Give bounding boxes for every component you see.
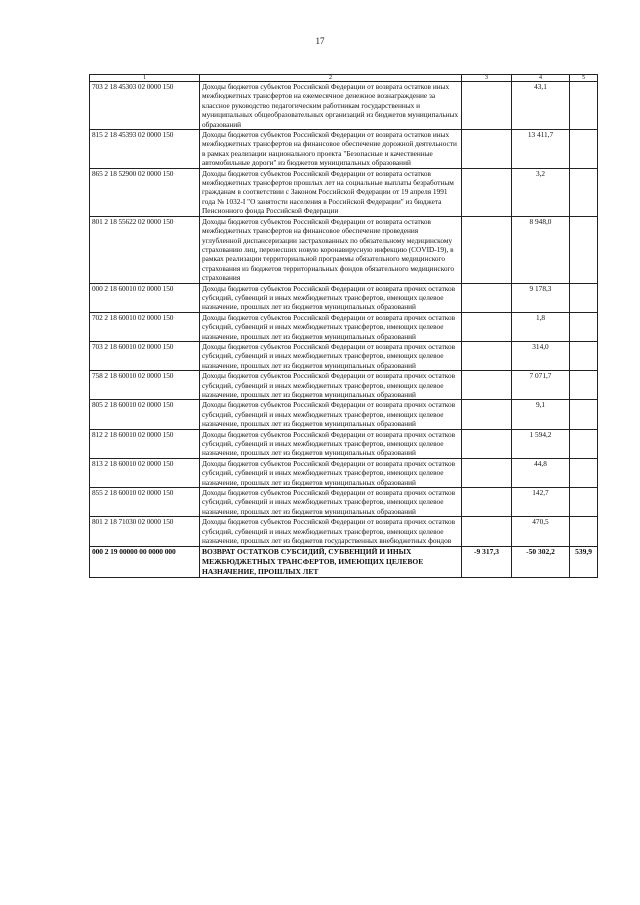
row-description: Доходы бюджетов субъектов Российской Федерации от возврата остатков иных межбюджетных трансфертов на финансовое обеспечение дорожной деятельности в рамках реализации национального проекта "Безопасные и качественные автомобильные дороги" из бюджетов муниципальных образований bbox=[200, 130, 462, 169]
value-col5 bbox=[570, 82, 598, 130]
value-col3 bbox=[462, 130, 512, 169]
value-col3 bbox=[462, 429, 512, 458]
value-col5 bbox=[570, 517, 598, 546]
value-col4: 7 071,7 bbox=[512, 371, 570, 400]
table-row bbox=[90, 458, 598, 487]
row-description: Доходы бюджетов субъектов Российской Федерации от возврата остатков межбюджетных трансфертов на финансовое обеспечение проведения углубленной диспансеризации застрахованных по обязательному медицинскому страхованию лиц, перенесших новую коронавирусную инфекцию (COVID-19), в рамках реализации территориальной программы обязательного медицинского страхования из бюджетов территориальных фондов обязательного медицинского страхования bbox=[200, 216, 462, 283]
row-description: Доходы бюджетов субъектов Российской Федерации от возврата прочих остатков субсидий, субвенций и иных межбюджетных трансфертов, имеющих целевое назначение, прошлых лет из бюджетов муниципальных образований bbox=[200, 371, 462, 400]
value-col5 bbox=[570, 371, 598, 400]
classification-code: 865 2 18 52900 02 0000 150 bbox=[90, 168, 200, 216]
table-row bbox=[90, 130, 598, 169]
row-description: Доходы бюджетов субъектов Российской Федерации от возврата прочих остатков субсидий, субвенций и иных межбюджетных трансфертов, имеющих целевое назначение, прошлых лет из бюджетов государственных внебюджетных фондов bbox=[200, 517, 462, 546]
classification-code: 758 2 18 60010 02 0000 150 bbox=[90, 371, 200, 400]
value-col5 bbox=[570, 312, 598, 341]
page-number: 17 bbox=[315, 36, 325, 46]
value-col3 bbox=[462, 400, 512, 429]
value-col5 bbox=[570, 488, 598, 517]
value-col3 bbox=[462, 283, 512, 312]
classification-code: 000 2 18 60010 02 0000 150 bbox=[90, 283, 200, 312]
table-row bbox=[90, 82, 598, 130]
value-col3 bbox=[462, 458, 512, 487]
value-col3 bbox=[462, 312, 512, 341]
value-col4: 142,7 bbox=[512, 488, 570, 517]
table-row bbox=[90, 283, 598, 312]
value-col5 bbox=[570, 341, 598, 370]
value-col4: 9 178,3 bbox=[512, 283, 570, 312]
total-value-col3: -9 317,3 bbox=[462, 546, 512, 577]
total-row bbox=[90, 546, 598, 577]
table-row bbox=[90, 429, 598, 458]
value-col4: 8 948,0 bbox=[512, 216, 570, 283]
row-description: Доходы бюджетов субъектов Российской Федерации от возврата прочих остатков субсидий, субвенций и иных межбюджетных трансфертов, имеющих целевое назначение, прошлых лет из бюджетов муниципальных образований bbox=[200, 283, 462, 312]
table-header bbox=[90, 75, 598, 82]
classification-code: 815 2 18 45393 02 0000 150 bbox=[90, 130, 200, 169]
value-col4: 44,8 bbox=[512, 458, 570, 487]
table-row bbox=[90, 400, 598, 429]
column-number-2: 2 bbox=[200, 75, 462, 82]
value-col5 bbox=[570, 400, 598, 429]
table-row bbox=[90, 341, 598, 370]
classification-code: 801 2 18 71030 02 0000 150 bbox=[90, 517, 200, 546]
value-col4: 13 411,7 bbox=[512, 130, 570, 169]
value-col5 bbox=[570, 458, 598, 487]
row-description: Доходы бюджетов субъектов Российской Федерации от возврата прочих остатков субсидий, субвенций и иных межбюджетных трансфертов, имеющих целевое назначение, прошлых лет из бюджетов муниципальных образований bbox=[200, 312, 462, 341]
value-col3 bbox=[462, 517, 512, 546]
row-description: Доходы бюджетов субъектов Российской Федерации от возврата прочих остатков субсидий, субвенций и иных межбюджетных трансфертов, имеющих целевое назначение, прошлых лет из бюджетов муниципальных образований bbox=[200, 488, 462, 517]
column-number-4: 4 bbox=[512, 75, 570, 82]
table-row bbox=[90, 312, 598, 341]
total-value-col4: -50 302,2 bbox=[512, 546, 570, 577]
value-col4: 9,1 bbox=[512, 400, 570, 429]
table-row bbox=[90, 168, 598, 216]
row-description: Доходы бюджетов субъектов Российской Федерации от возврата прочих остатков субсидий, субвенций и иных межбюджетных трансфертов, имеющих целевое назначение, прошлых лет из бюджетов муниципальных образований bbox=[200, 458, 462, 487]
classification-code: 703 2 18 45303 02 0000 150 bbox=[90, 82, 200, 130]
table-row bbox=[90, 488, 598, 517]
value-col3 bbox=[462, 371, 512, 400]
table-row bbox=[90, 216, 598, 283]
total-classification-code: 000 2 19 00000 00 0000 000 bbox=[90, 546, 200, 577]
budget-table bbox=[89, 74, 598, 578]
value-col3 bbox=[462, 488, 512, 517]
classification-code: 805 2 18 60010 02 0000 150 bbox=[90, 400, 200, 429]
row-description: Доходы бюджетов субъектов Российской Федерации от возврата прочих остатков субсидий, субвенций и иных межбюджетных трансфертов, имеющих целевое назначение, прошлых лет из бюджетов муниципальных образований bbox=[200, 429, 462, 458]
value-col5 bbox=[570, 216, 598, 283]
value-col5 bbox=[570, 130, 598, 169]
column-number-5: 5 bbox=[570, 75, 598, 82]
value-col5 bbox=[570, 429, 598, 458]
value-col3 bbox=[462, 168, 512, 216]
row-description: Доходы бюджетов субъектов Российской Федерации от возврата остатков иных межбюджетных трансфертов на ежемесячное денежное вознаграждение за классное руководство педагогическим работникам государственных и муниципальных общеобразовательных организаций из бюджетов муниципальных образований bbox=[200, 82, 462, 130]
value-col4: 1 594,2 bbox=[512, 429, 570, 458]
value-col4: 314,0 bbox=[512, 341, 570, 370]
column-number-1: 1 bbox=[90, 75, 200, 82]
value-col4: 3,2 bbox=[512, 168, 570, 216]
table-row bbox=[90, 517, 598, 546]
classification-code: 855 2 18 60010 02 0000 150 bbox=[90, 488, 200, 517]
row-description: Доходы бюджетов субъектов Российской Федерации от возврата остатков межбюджетных трансфертов прошлых лет на социальные выплаты безработным гражданам в соответствии с Законом Российской Федерации от 19 апреля 1991 года № 1032-I "О занятости населения в Российской Федерации" из бюджета Пенсионного фонда Российской Федерации bbox=[200, 168, 462, 216]
table-row bbox=[90, 371, 598, 400]
row-description: Доходы бюджетов субъектов Российской Федерации от возврата прочих остатков субсидий, субвенций и иных межбюджетных трансфертов, имеющих целевое назначение, прошлых лет из бюджетов муниципальных образований bbox=[200, 341, 462, 370]
value-col5 bbox=[570, 283, 598, 312]
total-description: ВОЗВРАТ ОСТАТКОВ СУБСИДИЙ, СУБВЕНЦИЙ И ИНЫХ МЕЖБЮДЖЕТНЫХ ТРАНСФЕРТОВ, ИМЕЮЩИХ ЦЕЛЕВОЕ НАЗНАЧЕНИЕ, ПРОШЛЫХ ЛЕТ bbox=[200, 546, 462, 577]
classification-code: 801 2 18 55622 02 0000 150 bbox=[90, 216, 200, 283]
value-col3 bbox=[462, 341, 512, 370]
value-col4: 470,5 bbox=[512, 517, 570, 546]
value-col3 bbox=[462, 82, 512, 130]
total-value-col5: 539,9 bbox=[570, 546, 598, 577]
value-col3 bbox=[462, 216, 512, 283]
value-col4: 1,8 bbox=[512, 312, 570, 341]
value-col4: 43,1 bbox=[512, 82, 570, 130]
classification-code: 812 2 18 60010 02 0000 150 bbox=[90, 429, 200, 458]
classification-code: 703 2 18 60010 02 0000 150 bbox=[90, 341, 200, 370]
classification-code: 813 2 18 60010 02 0000 150 bbox=[90, 458, 200, 487]
classification-code: 702 2 18 60010 02 0000 150 bbox=[90, 312, 200, 341]
column-number-3: 3 bbox=[462, 75, 512, 82]
row-description: Доходы бюджетов субъектов Российской Федерации от возврата прочих остатков субсидий, субвенций и иных межбюджетных трансфертов, имеющих целевое назначение, прошлых лет из бюджетов муниципальных образований bbox=[200, 400, 462, 429]
value-col5 bbox=[570, 168, 598, 216]
